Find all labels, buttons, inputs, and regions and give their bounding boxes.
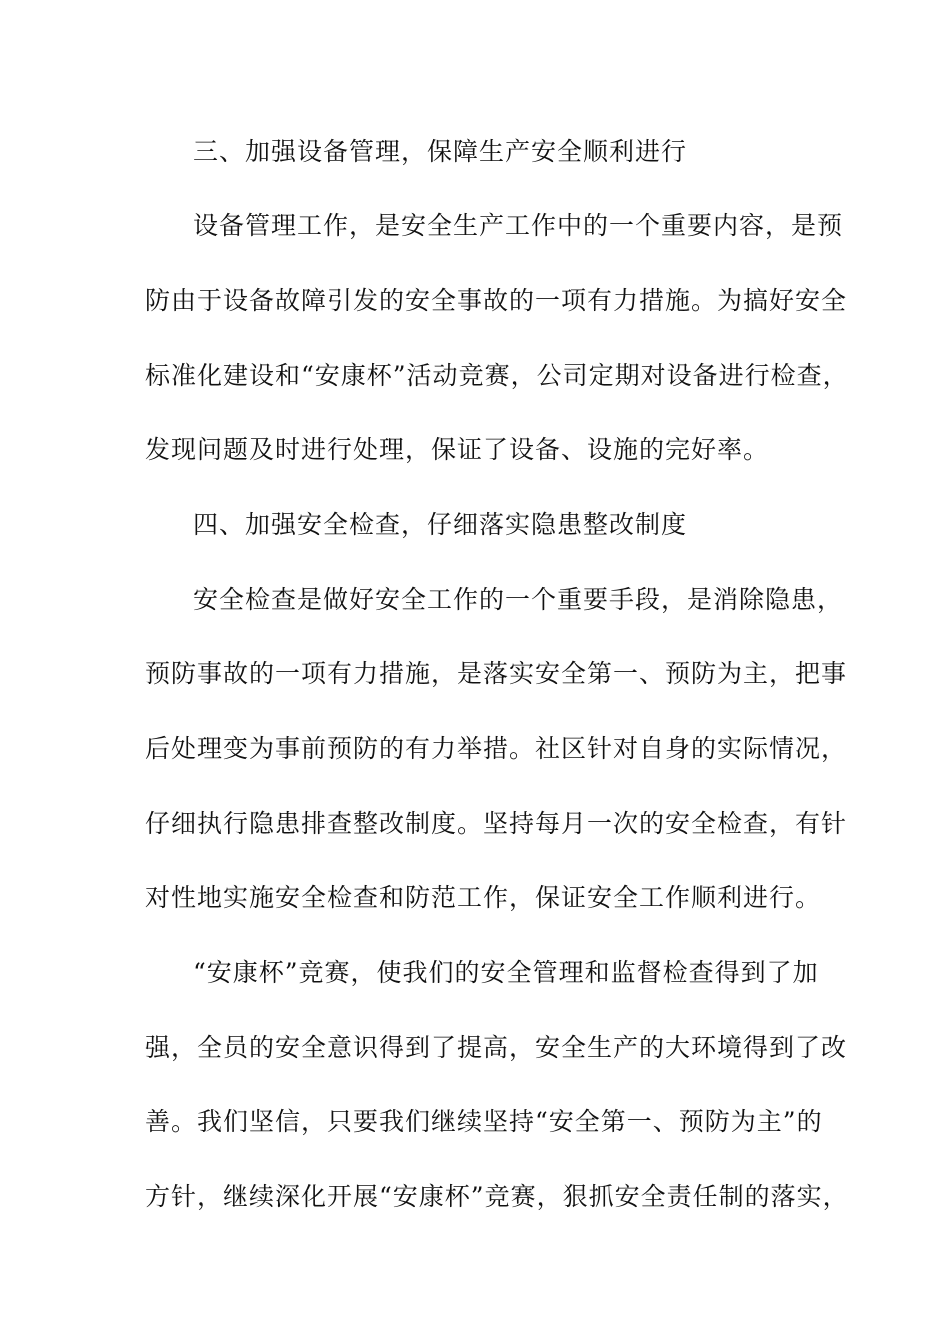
paragraph-line: 防由于设备故障引发的安全事故的一项有力措施。为搞好安全	[145, 286, 848, 315]
paragraph-line: 标准化建设和“安康杯”活动竞赛，公司定期对设备进行检查，	[145, 361, 849, 390]
paragraph-line: “安康杯”竞赛，使我们的安全管理和监督检查得到了加	[193, 958, 819, 987]
paragraph-line: 设备管理工作，是安全生产工作中的一个重要内容，是预	[193, 211, 844, 240]
paragraph-line: 后处理变为事前预防的有力举措。社区针对自身的实际情况，	[145, 734, 848, 763]
paragraph-line: 预防事故的一项有力措施，是落实安全第一、预防为主，把事	[145, 659, 848, 688]
section-heading-four: 四、加强安全检查，仔细落实隐患整改制度	[193, 510, 688, 539]
paragraph-line: 善。我们坚信，只要我们继续坚持“安全第一、预防为主”的	[145, 1107, 823, 1136]
paragraph-line: 仔细执行隐患排查整改制度。坚持每月一次的安全检查，有针	[145, 809, 848, 838]
paragraph-line: 对性地实施安全检查和防范工作，保证安全工作顺利进行。	[145, 883, 822, 912]
paragraph-line: 方针，继续深化开展“安康杯”竞赛，狠抓安全责任制的落实，	[145, 1182, 849, 1211]
paragraph-line: 发现问题及时进行处理，保证了设备、设施的完好率。	[145, 435, 770, 464]
section-heading-three: 三、加强设备管理，保障生产安全顺利进行	[193, 137, 688, 166]
paragraph-line: 强，全员的安全意识得到了提高，安全生产的大环境得到了改	[145, 1033, 848, 1062]
paragraph-line: 安全检查是做好安全工作的一个重要手段，是消除隐患，	[193, 585, 844, 614]
